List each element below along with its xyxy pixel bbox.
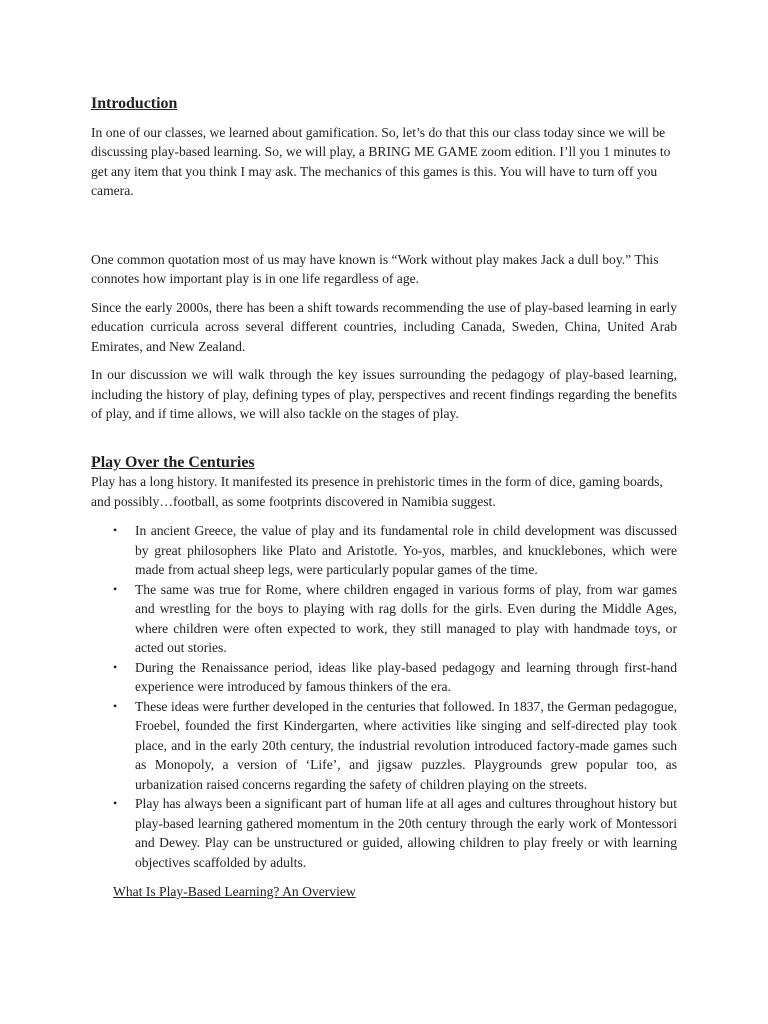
list-item-text: The same was true for Rome, where children engaged in various forms of play, from war games and wrestling for the boys to playing with rag dolls for the girls. Even during the Middle Ages, where children were often expected to work, they still managed to play with handmade toys, or acted out stories.	[135, 581, 677, 655]
list-item-text: In ancient Greece, the value of play and its fundamental role in child development was discussed by great philosophers like Plato and Aristotle. Yo-yos, marbles, and knucklebones, which were made from actual sheep legs, were particularly popular games of the time.	[135, 523, 677, 577]
bullet-icon: •	[113, 581, 118, 596]
list-item	[91, 794, 677, 872]
list-item-text: During the Renaissance period, ideas like play-based pedagogy and learning through first-hand experience were introduced by famous thinkers of the era.	[135, 659, 677, 694]
list-item	[91, 580, 677, 658]
list-item	[91, 658, 677, 697]
list-item-text: Play has always been a significant part of human life at all ages and cultures throughout history but play-based learning gathered momentum in the 20th century through the early work of Montessori and Dewey. Play can be unstructured or guided, allowing children to play freely or with learning objectives scaffolded by adults.	[135, 796, 677, 870]
bullet-icon: •	[113, 523, 118, 537]
document-page	[91, 94, 677, 902]
history-bullet-list	[91, 521, 677, 872]
list-item-text: These ideas were further developed in the centuries that followed. In 1837, the German pedagogue, Froebel, founded the first Kindergarten, where activities like singing and self-directed play took place, and in the early 20th century, the industrial revolution introduced factory-made games such as Monopoly, a version of ‘Life’, and jigsaw puzzles. Playgrounds grew popular too, as urbanization raised concerns regarding the safety of children playing on the streets.	[135, 698, 677, 792]
history-paragraph: Play has a long history. It manifested its presence in prehistoric times in the form of dice, gaming boards, and possibly…football, as some footprints discovered in Namibia suggest.	[91, 474, 663, 509]
introduction-paragraph: In one of our classes, we learned about gamification. So, let’s do that this our class today since we will be discussing play-based learning. So, we will play, a BRING ME GAME zoom edition. I’ll you 1 minutes to get any item that you think I may ask. The mechanics of this games is this. You will have to turn off you camera.	[91, 124, 671, 198]
discussion-paragraph: In our discussion we will walk through the key issues surrounding the pedagogy of play-based learning, including the history of play, defining types of play, perspectives and recent findings regarding the benefits of play, and if time allows, we will also tackle on the stages of play.	[91, 367, 677, 421]
quotation-paragraph: One common quotation most of us may have known is “Work without play makes Jack a dull boy.” This connotes how important play is in one life regardless of age.	[91, 251, 659, 286]
bullet-icon: •	[113, 796, 118, 810]
introduction-heading: Introduction	[91, 95, 178, 112]
play-over-centuries-heading: Play Over the Centuries	[91, 453, 255, 471]
bullet-icon: •	[113, 698, 118, 713]
list-item	[91, 697, 677, 795]
overview-heading: What Is Play-Based Learning? An Overview	[113, 884, 356, 899]
shift-paragraph: Since the early 2000s, there has been a shift towards recommending the use of play-based learning in early education curricula across several different countries, including Canada, Sweden, China, United Arab Emirates, and New Zealand.	[91, 299, 677, 354]
list-item	[91, 521, 677, 580]
bullet-icon: •	[113, 659, 118, 674]
